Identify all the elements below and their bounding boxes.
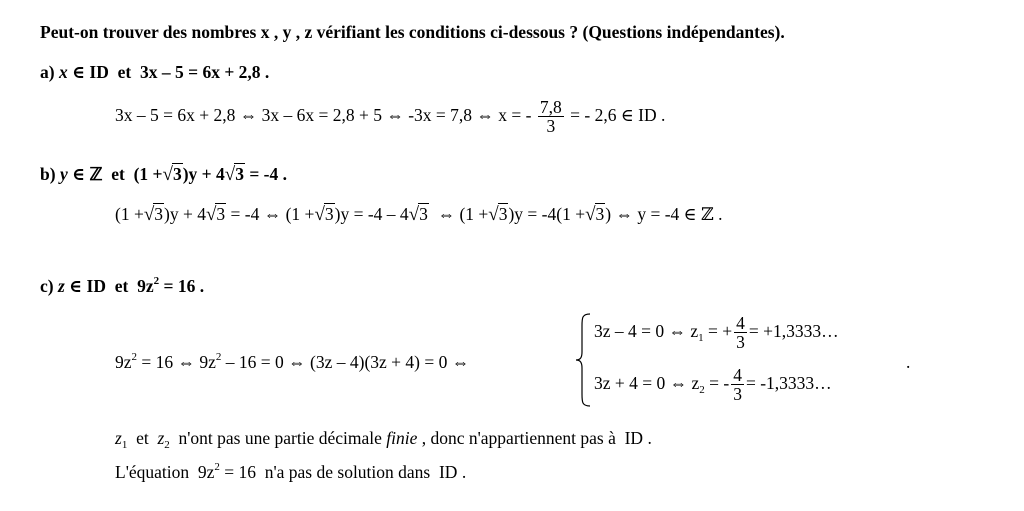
question-c-cond-post: = 16 . (159, 276, 205, 296)
sqrt-3: √3 (205, 204, 226, 225)
conclusion-1 (115, 428, 652, 451)
solution-b-seg: )y = -4 – 4 (334, 204, 409, 224)
case2-seg: = -1,3333… (745, 373, 832, 393)
solution-c-case2 (594, 364, 832, 405)
solution-a-fraction (538, 98, 564, 135)
case2-seg: = - (704, 373, 730, 393)
question-b-in: ∈ (72, 164, 86, 184)
question-b-et: et (111, 164, 125, 184)
question-a-et: et (117, 62, 132, 82)
case1-seg: 3z – 4 = 0 ⇔ z (594, 321, 699, 341)
question-c-in: ∈ (69, 276, 83, 296)
solution-a (115, 96, 665, 135)
solution-b (115, 204, 723, 225)
question-a (40, 62, 269, 82)
question-b-cond-mid: )y + 4 (182, 164, 225, 184)
subscript: 2 (699, 384, 705, 396)
question-a-condition: 3x – 5 = 6x + 2,8 . (139, 62, 270, 82)
sqrt-3: √3 (162, 164, 182, 185)
solution-b-seg: )y + 4 (164, 204, 206, 224)
question-a-in: ∈ (72, 62, 86, 82)
question-c (40, 276, 204, 299)
fraction-numerator: 4 (736, 313, 745, 334)
case1-seg: = + (703, 321, 733, 341)
question-c-label: c) (40, 276, 54, 296)
question-b (40, 164, 287, 185)
sqrt-3: √3 (488, 204, 508, 225)
solution-a-part1: 3x – 5 = 6x + 2,8 ⇔ 3x – 6x = 2,8 + 5 ⇔ -3x = 7,8 ⇔ x = - (115, 105, 532, 125)
subscript: 2 (164, 439, 170, 451)
question-b-label: b) (40, 164, 56, 184)
fraction-denominator: 3 (546, 116, 556, 137)
fraction-numerator: 7,8 (539, 97, 562, 118)
solution-b-seg: (1 + (115, 204, 144, 224)
case1-fraction (734, 314, 747, 351)
solution-b-seg: ⇔ (1 + (437, 204, 489, 224)
case2-seg: 3z + 4 = 0 ⇔ z (594, 373, 700, 393)
exponent: 2 (214, 461, 220, 473)
question-c-var: z (57, 276, 65, 296)
question-b-cond-post: = -4 . (249, 164, 288, 184)
conclusion-seg: , donc n'appartiennent pas à ID . (417, 428, 652, 448)
conclusion-seg: L'équation 9z (115, 462, 215, 482)
case2-fraction (731, 366, 744, 403)
solution-c-main (115, 352, 469, 375)
page-title: Peut-on trouver des nombres x , y , z vérifiant les conditions ci-dessous ? (Questions indépendantes). (40, 22, 785, 42)
question-c-set: ID (86, 276, 106, 296)
subscript: 1 (121, 439, 128, 451)
solution-c-seg: – 16 = 0 ⇔ (3z – 4)(3z + 4) = 0 ⇔ (221, 352, 470, 372)
solution-b-seg: ) ⇔ y = -4 ∈ ℤ . (605, 204, 723, 224)
question-a-var: x (58, 62, 68, 82)
conclusion-seg: = 16 n'a pas de solution dans ID . (219, 462, 467, 482)
solution-b-seg: = -4 ⇔ (1 + (230, 204, 315, 224)
solution-c-end-dot: . (906, 352, 911, 372)
question-a-set: ID (89, 62, 109, 82)
conclusion-emphasis: finie (386, 428, 418, 448)
sqrt-3: √3 (314, 204, 334, 225)
fraction-denominator: 3 (736, 332, 745, 353)
subscript: 1 (698, 332, 704, 344)
exponent: 2 (153, 275, 160, 287)
exponent: 2 (215, 351, 222, 363)
conclusion-var: z (157, 428, 165, 448)
solution-c-seg: = 16 ⇔ 9z (137, 352, 216, 372)
case1-seg: = +1,3333… (748, 321, 839, 341)
question-c-cond-pre: 9z (137, 276, 154, 296)
conclusion-2 (115, 462, 466, 485)
fraction-denominator: 3 (733, 384, 742, 405)
sqrt-3: √3 (408, 204, 428, 225)
solution-b-seg: )y = -4(1 + (508, 204, 586, 224)
solution-c-seg: 9z (115, 352, 132, 372)
question-b-var: y (59, 164, 68, 184)
question-b-set: ℤ (89, 164, 103, 184)
sqrt-3: √3 (143, 204, 164, 225)
exponent: 2 (131, 351, 138, 363)
solution-c-case1 (594, 312, 839, 353)
sqrt-3: √3 (224, 164, 244, 185)
sqrt-3: √3 (585, 204, 605, 225)
conclusion-seg: n'ont pas une partie décimale (169, 428, 387, 448)
conclusion-seg: et (127, 428, 158, 448)
conclusion-var: z (115, 428, 122, 448)
question-a-label: a) (40, 62, 55, 82)
left-brace-icon (574, 312, 594, 408)
question-b-cond-pre: (1 + (133, 164, 163, 184)
solution-a-part2: = - 2,6 ∈ ID . (570, 105, 666, 125)
question-c-et: et (114, 276, 129, 296)
fraction-numerator: 4 (733, 365, 742, 386)
